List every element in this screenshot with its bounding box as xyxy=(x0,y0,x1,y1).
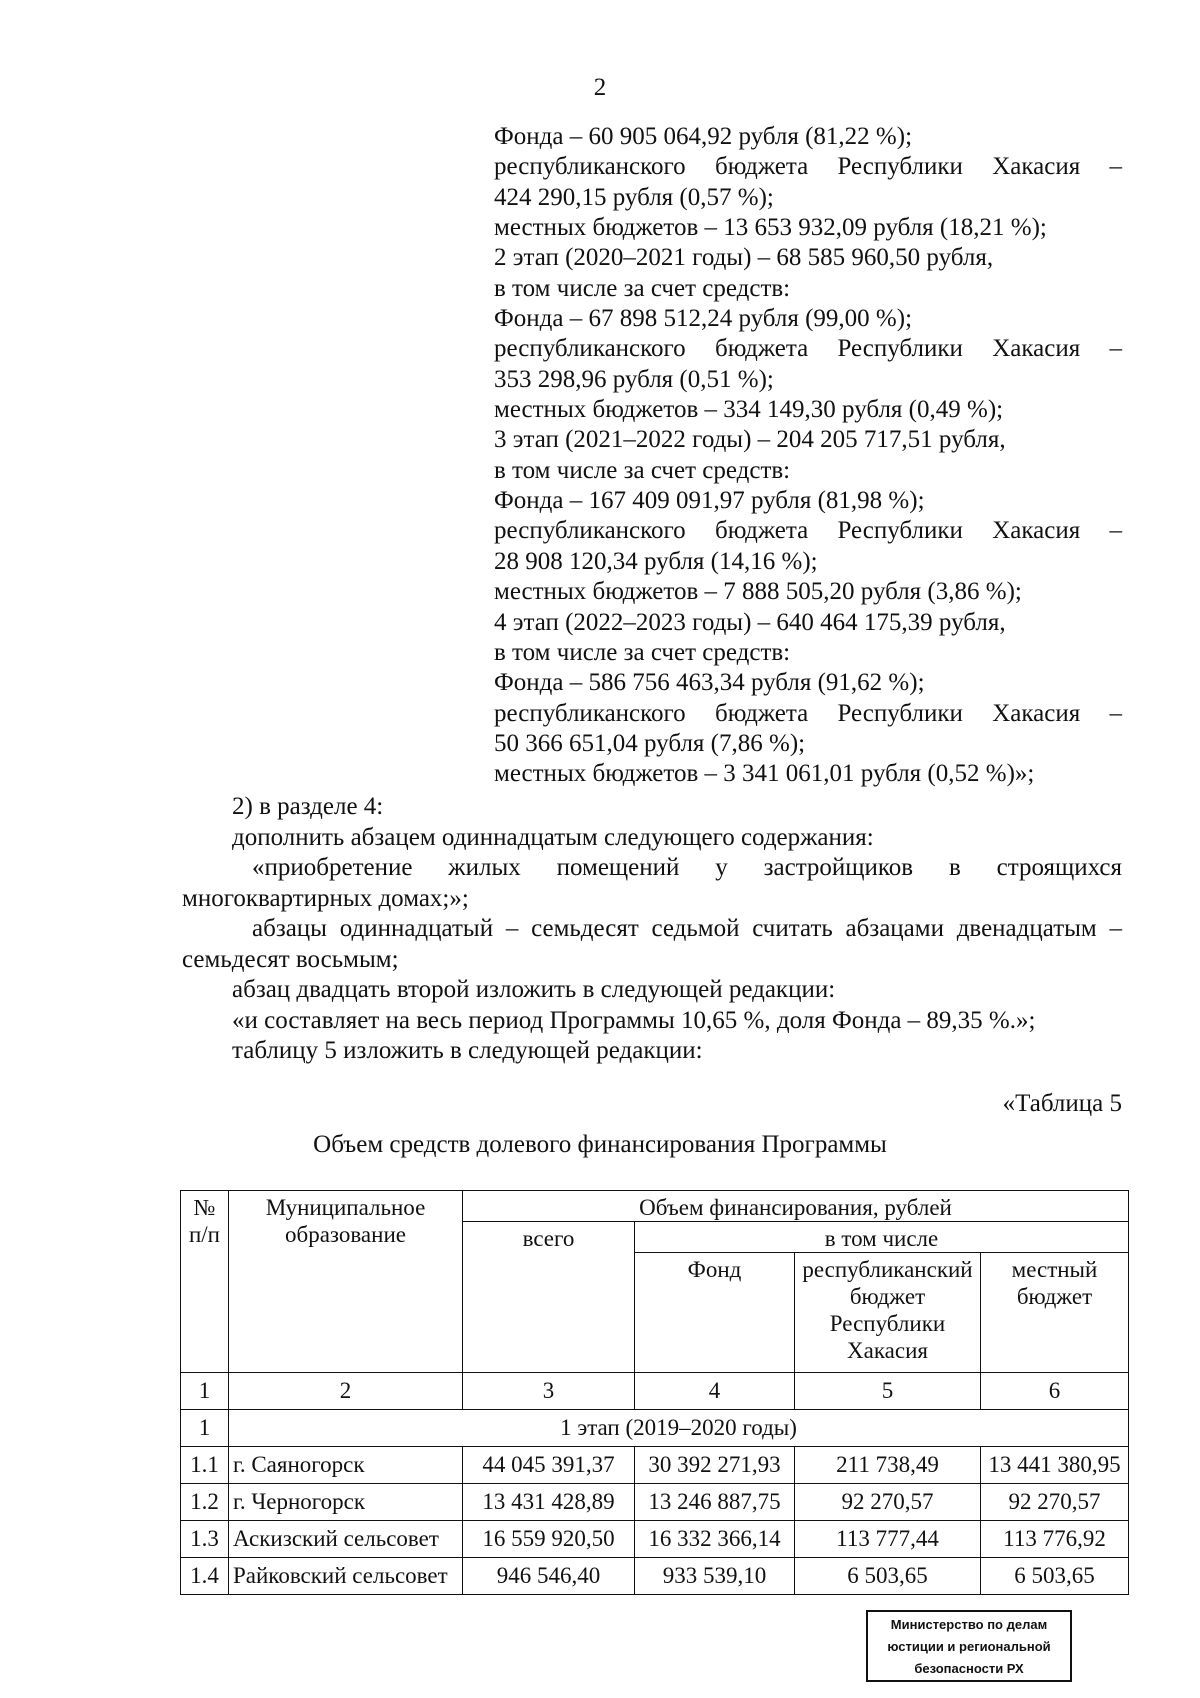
table-cell: 6 503,65 xyxy=(795,1558,981,1595)
finance-word: Хакасия xyxy=(992,153,1081,181)
amendment-paragraph: абзац двадцать второй изложить в следующей редакции: xyxy=(232,976,836,1003)
finance-word: республиканского xyxy=(494,335,686,363)
stamp-line: безопасности РХ xyxy=(914,1661,1024,1676)
table-row xyxy=(181,1447,1129,1484)
finance-line: в том числе за счет средств: xyxy=(494,638,791,666)
header-total: всего xyxy=(463,1222,635,1373)
column-number-cell: 3 xyxy=(463,1373,635,1410)
table-title: Объем средств долевого финансирования Программы xyxy=(313,1131,887,1158)
finance-line: местных бюджетов – 3 341 061,01 рубля (0,52 %)»; xyxy=(494,760,1035,788)
table-row xyxy=(181,1558,1129,1595)
table-cell: 933 539,10 xyxy=(635,1558,795,1595)
finance-line xyxy=(494,334,1122,364)
amendment-paragraph: 2) в разделе 4: xyxy=(232,793,384,820)
amendment-paragraph: таблицу 5 изложить в следующей редакции: xyxy=(232,1037,703,1064)
table-cell: 44 045 391,37 xyxy=(463,1447,635,1484)
table-cell: г. Саяногорск xyxy=(229,1447,463,1484)
finance-word: – xyxy=(1109,699,1122,727)
finance-line: в том числе за счет средств: xyxy=(494,274,791,302)
finance-word: Республики xyxy=(837,335,963,363)
table-cell: 16 559 920,50 xyxy=(463,1521,635,1558)
finance-word: Республики xyxy=(837,699,963,727)
column-number-cell: 6 xyxy=(981,1373,1129,1410)
table-cell: 6 503,65 xyxy=(981,1558,1129,1595)
column-number-cell: 2 xyxy=(229,1373,463,1410)
page-number: 2 xyxy=(593,74,607,101)
finance-line: местных бюджетов – 7 888 505,20 рубля (3,86 %); xyxy=(494,578,1022,606)
table-cell: 1.1 xyxy=(181,1447,229,1484)
stamp-line: Министерство по делам xyxy=(890,1617,1048,1632)
finance-line: 3 этап (2021–2022 годы) – 204 205 717,51 рубля, xyxy=(494,426,1006,454)
table-header-row xyxy=(181,1191,1129,1222)
finance-word: Республики xyxy=(837,517,963,545)
finance-word: Хакасия xyxy=(992,517,1081,545)
table-cell: 16 332 366,14 xyxy=(635,1521,795,1558)
finance-line: 353 298,96 рубля (0,51 %); xyxy=(494,365,774,393)
column-number-cell: 1 xyxy=(181,1373,229,1410)
finance-word: – xyxy=(1109,335,1122,363)
table-cell: 92 270,57 xyxy=(981,1484,1129,1521)
finance-line: 50 366 651,04 рубля (7,86 %); xyxy=(494,729,806,757)
amendment-paragraph: абзацы одиннадцатый – семьдесят седьмой считать абзацами двенадцатым – семьдесят восьмым; xyxy=(182,915,1122,973)
table-label: «Таблица 5 xyxy=(1002,1090,1122,1117)
finance-line xyxy=(494,699,1122,729)
header-including: в том числе xyxy=(635,1222,1129,1253)
header-municipality: Муниципальное образование xyxy=(229,1191,463,1373)
finance-line: местных бюджетов – 334 149,30 рубля (0,49 %); xyxy=(494,396,1004,424)
table-cell: 946 546,40 xyxy=(463,1558,635,1595)
column-number-row xyxy=(181,1373,1129,1410)
amendment-paragraph: «и составляет на весь период Программы 10,65 %, доля Фонда – 89,35 %.»; xyxy=(232,1006,1036,1034)
finance-line xyxy=(494,152,1122,182)
table-cell: Аскизский сельсовет xyxy=(229,1521,463,1558)
funding-table xyxy=(180,1190,1129,1595)
finance-line: Фонда – 586 756 463,34 рубля (91,62 %); xyxy=(494,669,925,697)
finance-line: в том числе за счет средств: xyxy=(494,456,791,484)
table-cell: 1.4 xyxy=(181,1558,229,1595)
finance-line: Фонда – 60 905 064,92 рубля (81,22 %); xyxy=(494,123,913,150)
finance-word: бюджета xyxy=(714,517,809,545)
header-num: № п/п xyxy=(181,1191,229,1373)
finance-line: 2 этап (2020–2021 годы) – 68 585 960,50 рубля, xyxy=(494,244,994,272)
table-cell: 1.3 xyxy=(181,1521,229,1558)
table-row xyxy=(181,1521,1129,1558)
table-cell: 1.2 xyxy=(181,1484,229,1521)
finance-line: Фонда – 67 898 512,24 рубля (99,00 %); xyxy=(494,305,913,333)
finance-word: Хакасия xyxy=(992,699,1081,727)
table-cell: Райковский сельсовет xyxy=(229,1558,463,1595)
finance-line: 4 этап (2022–2023 годы) – 640 464 175,39 рубля, xyxy=(494,608,1006,636)
finance-line: 28 908 120,34 рубля (14,16 %); xyxy=(494,547,818,575)
amendment-paragraph: дополнить абзацем одиннадцатым следующего содержания: xyxy=(232,823,874,851)
table-cell: 13 246 887,75 xyxy=(635,1484,795,1521)
stage-label: 1 этап (2019–2020 годы) xyxy=(229,1410,1129,1447)
finance-word: республиканского xyxy=(494,153,686,181)
finance-line xyxy=(494,516,1122,546)
stamp-line: юстиции и региональной xyxy=(887,1639,1051,1654)
table-cell: 13 431 428,89 xyxy=(463,1484,635,1521)
header-local: местный бюджет xyxy=(981,1253,1129,1373)
finance-word: бюджета xyxy=(714,153,809,181)
finance-word: Хакасия xyxy=(992,335,1081,363)
table-row xyxy=(181,1484,1129,1521)
finance-word: республиканского xyxy=(494,699,686,727)
header-fund: Фонд xyxy=(635,1253,795,1373)
finance-word: бюджета xyxy=(714,335,809,363)
finance-line: Фонда – 167 409 091,97 рубля (81,98 %); xyxy=(494,487,925,515)
stage-row xyxy=(181,1410,1129,1447)
finance-word: бюджета xyxy=(714,699,809,727)
amendment-paragraph: «приобретение жилых помещений у застройщиков в строящихся многоквартирных домах;»; xyxy=(182,854,1122,912)
stage-num: 1 xyxy=(181,1410,229,1447)
table-cell: 211 738,49 xyxy=(795,1447,981,1484)
table-cell: 113 777,44 xyxy=(795,1521,981,1558)
finance-line: 424 290,15 рубля (0,57 %); xyxy=(494,183,774,211)
amendments-section xyxy=(182,792,1122,1067)
column-number-cell: 4 xyxy=(635,1373,795,1410)
finance-breakdown xyxy=(494,122,1122,790)
header-volume: Объем финансирования, рублей xyxy=(463,1191,1129,1222)
ministry-stamp xyxy=(866,1610,1072,1682)
table-cell: г. Черногорск xyxy=(229,1484,463,1521)
table-cell: 13 441 380,95 xyxy=(981,1447,1129,1484)
finance-line: местных бюджетов – 13 653 932,09 рубля (18,21 %); xyxy=(494,214,1047,242)
finance-word: республиканского xyxy=(494,517,686,545)
finance-word: – xyxy=(1109,517,1122,545)
finance-word: Республики xyxy=(837,153,963,181)
table-cell: 113 776,92 xyxy=(981,1521,1129,1558)
finance-word: – xyxy=(1109,153,1122,181)
column-number-cell: 5 xyxy=(795,1373,981,1410)
table-cell: 92 270,57 xyxy=(795,1484,981,1521)
header-republic: республиканский бюджет Республики Хакасия xyxy=(795,1253,981,1373)
table-cell: 30 392 271,93 xyxy=(635,1447,795,1484)
